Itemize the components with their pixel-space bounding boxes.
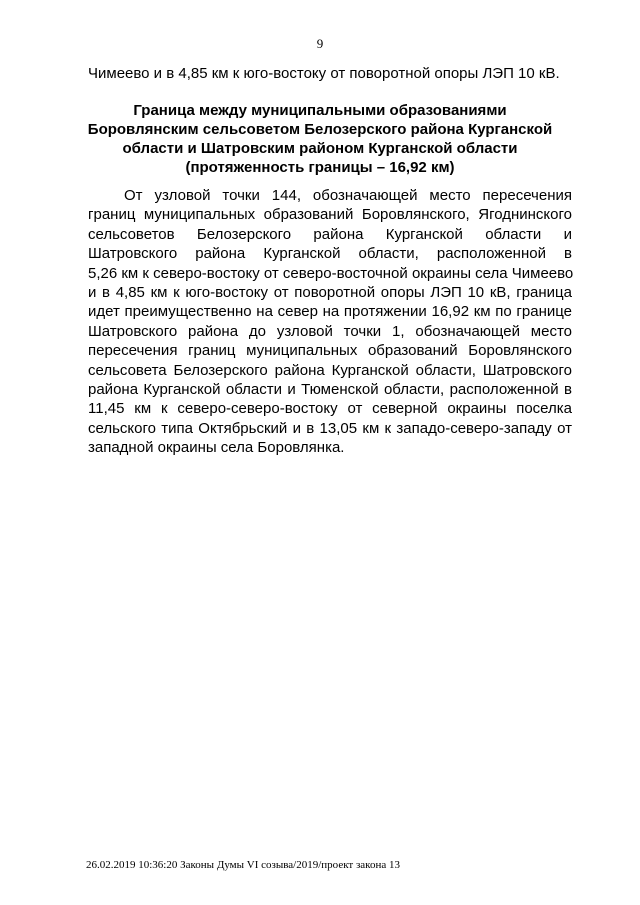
paragraph-line: 5,26 км к северо-востоку от северо-восточной окраины села Чимеево <box>88 264 574 282</box>
boundary-description-paragraph <box>88 186 572 457</box>
paragraph-line: От узловой точки 144, обозначающей место пересечения <box>124 187 572 204</box>
heading-line: области и Шатровским районом Курганской области <box>122 140 518 157</box>
paragraph-line: границ муниципальных образований Боровлянского, Ягоднинского <box>88 206 572 224</box>
section-heading <box>80 101 560 177</box>
paragraph-line: района Курганской области и Тюменской области, расположенной в <box>88 380 572 398</box>
heading-line: Граница между муниципальными образованиями <box>133 102 507 119</box>
paragraph-line: и в 4,85 км к юго-востоку от поворотной опоры ЛЭП 10 кВ, граница <box>88 283 572 301</box>
paragraph-line: идет преимущественно на север на протяжении 16,92 км по границе <box>88 303 572 321</box>
paragraph-line: сельского типа Октябрьский и в 13,05 км к западо-северо-западу от <box>88 419 572 437</box>
paragraph-line: западной окраины села Боровлянка. <box>88 439 345 457</box>
paragraph-line: сельсоветов Белозерского района Курганской области и <box>88 225 572 243</box>
heading-line: (протяженность границы – 16,92 км) <box>185 159 455 176</box>
heading-line: Боровлянским сельсоветом Белозерского района Курганской <box>87 121 553 138</box>
page-number: 9 <box>316 36 324 51</box>
paragraph-line: сельсовета Белозерского района Курганской области, Шатровского <box>88 361 572 379</box>
paragraph-line: пересечения границ муниципальных образований Боровлянского <box>88 342 572 360</box>
carry-over-text-line: Чимеево и в 4,85 км к юго-востоку от поворотной опоры ЛЭП 10 кВ. <box>88 65 560 82</box>
paragraph-line: Шатровского района Курганской области, расположенной в <box>88 245 572 263</box>
paragraph-line: 11,45 км к северо-северо-востоку от северной окраины поселка <box>88 400 572 418</box>
document-footer: 26.02.2019 10:36:20 Законы Думы VI созыва/2019/проект закона 13 <box>86 859 400 871</box>
paragraph-line: Шатровского района до узловой точки 1, обозначающей место <box>88 322 572 340</box>
